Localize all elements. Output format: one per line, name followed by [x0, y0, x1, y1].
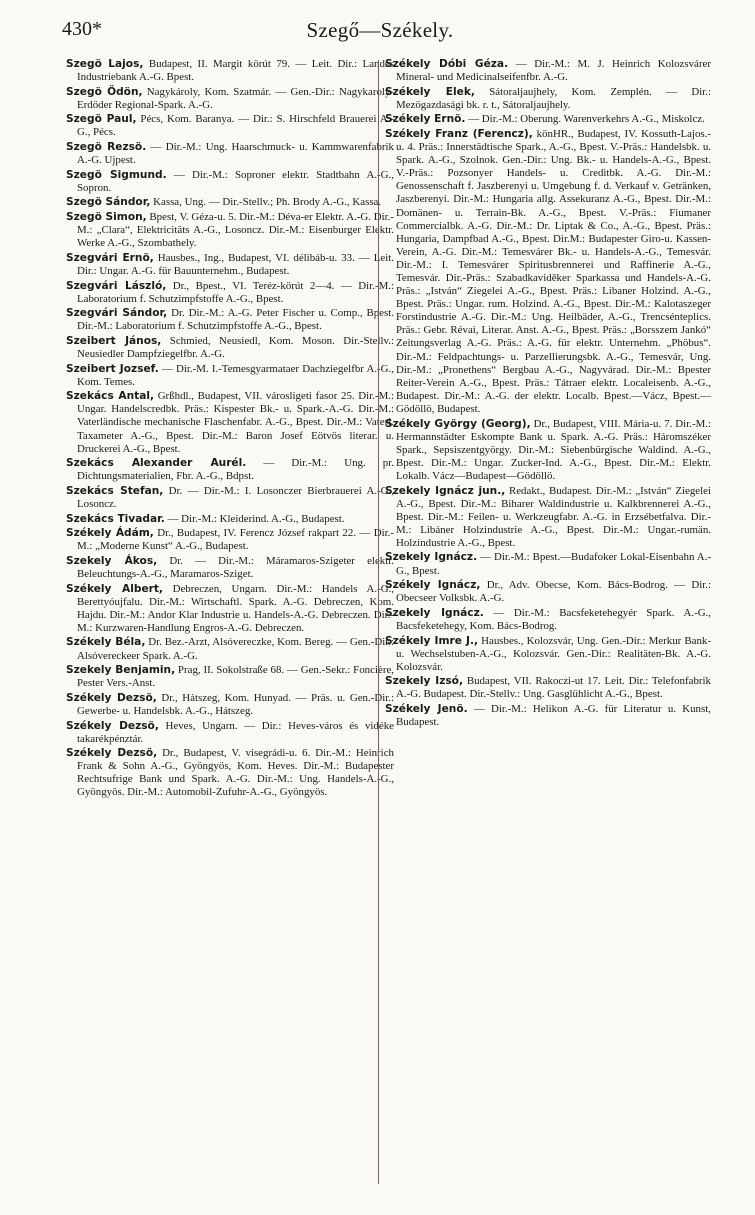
- directory-entry: [385, 86, 711, 112]
- entry-text: Dr., Adv. Obecse, Kom. Bács-Bodrog. — Dir.: Obecseer Volksbk. A.-G.: [396, 579, 711, 605]
- directory-entry: [66, 335, 394, 361]
- directory-entry: [385, 551, 711, 577]
- entry-name: Székely Franz (Ferencz),: [385, 127, 533, 140]
- entry-text: Dr., Budapest, IV. Ferencz József rakpart 22. — Dir.-M.: „Moderne Kunst“ A.-G., Budapest.: [77, 527, 394, 553]
- directory-entry: [385, 58, 711, 84]
- directory-entry: [385, 635, 711, 674]
- directory-entry: [66, 513, 394, 526]
- directory-entry: [66, 58, 394, 84]
- directory-entry: [66, 485, 394, 511]
- directory-entry: [66, 664, 394, 690]
- directory-entry: [385, 485, 711, 550]
- entry-text: Hausbes., Ing., Budapest, VI. délibáb-u. 33. — Leit. Dir.: Ungar. A.-G. für Bauunternehm., Budapest.: [77, 251, 395, 277]
- entry-text: Redakt., Budapest. Dir.-M.: „István“ Ziegelei A.-G., Bpest. Dir.-M.: Biharer Waldindustrie u. Kalkbrennerei A.-G., Bpest. Dir.-M.: Feilen- u. Werkzeugfabr. A.-G. in Erzsébetfalva. Dir.-M.: Libáner Holzindustrie A.-G., Bpest. Dir.-M.: Ungar.-rumän. Holzindustrie A.-G., Bpest.: [396, 484, 711, 549]
- entry-text: Dr., Budapest, V. visegrádi-u. 6. Dir.-M.: Heinrich Frank & Sohn A.-G., Gyöngyös, Kom. Heves. Dir.-M.: Budapester Rechtsufrige Bank und Spark. A.-G. Dir.-M.: Ung. Handels-A.-G., Gyöngyös. Dir.-M.: Automobil-Zufuhr-A.-G., Gyöngyös.: [77, 747, 394, 799]
- directory-entry: [66, 113, 394, 139]
- entry-name: Székely Dezsö,: [66, 719, 159, 732]
- entry-name: Szegö Sándor,: [66, 196, 151, 209]
- entry-text: könHR., Budapest, IV. Kossuth-Lajos.-u. 4. Präs.: Innerstädtische Spark., A.-G., Bpest. V.-Präs.: Handelsbk. u. Spark. A.-G., Szolnok. Gen.-Dir.: Ung. Bk.- u. Handels-A.-G., Bpest. V.-Präs.: Pozsonyer Handels- u. Creditbk. A.-G. Dir.-M.: Genossenschaft f. Jaszberenyi u. Umgebung f. d. Verkauf v. Getränken, Jaszberenyi. Dir.-M.: Hungaria allg. Assekuranz A.-G., Bpest. Dir.-M.: Domänen- u. Terrain-Bk. A.-G., Bpest. V.-Präs.: Fiumaner Commercialbk. A.-G. Dir.-M.: Dr. Liptak & Co., A.-G., Bpest. Präs.: Hungaria, Dampfbad A.-G., Bpest. Dir.M.: Budapester Giro-u. Kassen-Verein, A.-G. Dir.-M.: Temesvárer Bk.- u. Handels-A.-G., Temesvár. Dir.-M.: I. Temesvárer Spiritusbrennerei und Raffinerie A.-G., Temesvár. Dir.-Präs.: Szabadkaviděker Sparkassa und Handels-A.-G. Präs.: „István“ Ziegelei A.-G., Bpest. Präs.: Libaner Holzind. A.-G., Bpest. Präs.: Ungar. rum. Holzind. A.-G., Bpest. Dir.-M.: Kalotaszeger Forstindustrie A.-G. Dir.-M.: Ung. Heilbäder, A.-G., Trencsénteplics. Präs.: Gebr. Révai, Literar. Anst. A.-G., Bpest. Präs.: „Borsszem Jankó“ Zeitungsverlag A.-G. Präs.: A.-G. für elektr. Unternehm. „Phöbus“. Dir.-M.: Feldpachtungs- u. Parzellierungsbk. A.-G., Temesvár, Ung. Dir.-M.: „Pronethens“ Bergbau A.-G., Nagyvárad. Dir.-M.: Bpester Reiter-Verein A.-G., Bpest. Präs.: Tátraer elektr. Localeisenb. A.-G., Budapest. Dir.-M.: A.-G. der elektr. Localb. Bpest.—Vácz, Bpest.—Gödöllö, Budapest.: [396, 127, 711, 415]
- directory-entry: [66, 252, 394, 278]
- entry-text: — Dir.-M.: M. J. Heinrich Kolozsvárer Mineral- und Medicinalseifenfbr. A.-G.: [396, 58, 711, 84]
- entry-name: Szegö Paul,: [66, 113, 137, 126]
- directory-entry: [66, 307, 394, 333]
- directory-entry: [66, 692, 394, 718]
- entry-name: Szegö Simon,: [66, 211, 147, 224]
- entry-name: Szegvári Sándor,: [66, 307, 168, 320]
- directory-entry: [66, 211, 394, 250]
- directory-entry: [385, 607, 711, 633]
- entry-text: — Dir.-M.: Soproner elektr. Stadtbahn A.-G., Sopron.: [77, 168, 394, 194]
- entry-name: Székely Jenö.: [385, 703, 468, 715]
- entry-text: — Dir.-M.: Oberung. Warenverkehrs A.-G., Miskolcz.: [465, 113, 705, 126]
- entry-name: Székely Ignácz,: [385, 579, 481, 592]
- directory-entry: [66, 555, 394, 581]
- entry-name: Szeibert Jozsef.: [66, 362, 159, 375]
- entry-name: Szegö Ödön,: [66, 85, 143, 98]
- entry-text: Budapest, II. Margit körút 79. — Leit. Dir.: Landes Industriebank A.-G. Bpest.: [77, 58, 395, 84]
- entry-name: Székely Elek,: [385, 85, 475, 98]
- directory-entry: [66, 169, 394, 195]
- entry-text: — Dir.-M.: Ung. Haarschmuck- u. Kammwarenfabrik A.-G. Ujpest.: [77, 141, 394, 167]
- entry-name: Székely Ernö.: [385, 113, 466, 126]
- directory-entry: [66, 363, 394, 389]
- directory-entry: [66, 280, 394, 306]
- entry-name: Székely Béla,: [66, 636, 146, 649]
- entry-text: Dr. Dir.-M.: A.-G. Peter Fischer u. Comp., Bpest. Dir.-M.: Laboratorium f. Schutzimpfstoffe A.-G., Bpest.: [77, 307, 394, 333]
- entry-name: Szeibert János,: [66, 334, 162, 347]
- entry-name: Szekely Ignácz jun.,: [385, 484, 506, 497]
- entry-text: Budapest, VII. Rakoczi-ut 17. Leit. Dir.: Telefonfabrik A.-G. Budapest. Dir.-Stellv.: Ung. Gasglühlicht A.-G., Bpest.: [396, 675, 711, 701]
- directory-entry: [66, 747, 394, 799]
- entry-text: Dr. — Dir.-M.: Máramaros-Szigeter elektr. Beleuchtungs-A.-G., Maramaros-Sziget.: [77, 554, 394, 580]
- entry-name: Szekely Ákos,: [66, 554, 158, 567]
- entry-name: Székely Ádám,: [66, 527, 154, 540]
- directory-entry: [66, 196, 394, 209]
- left-column: [66, 58, 394, 801]
- directory-entry: [66, 141, 394, 167]
- entry-text: Nagykároly, Kom. Szatmár. — Gen.-Dir.: Nagykaroly-Erdöder Regional-Spark. A.-G.: [77, 85, 395, 111]
- directory-entry: [66, 583, 394, 635]
- directory-entry: [385, 418, 711, 483]
- directory-entry: [66, 457, 394, 483]
- entry-name: Szegö Rezsö.: [66, 141, 147, 154]
- page-title: Szegő—Székely.: [306, 18, 454, 42]
- entry-name: Székely Albert,: [66, 582, 163, 595]
- entry-name: Szekács Alexander Aurél.: [66, 457, 247, 470]
- entry-text: Prag, II. Sokolstraße 68. — Gen.-Sekr.: Foncière, Pester Vers.-Anst.: [77, 664, 395, 690]
- entry-name: Szegvári Ernö,: [66, 251, 154, 264]
- entry-name: Szekács Antal,: [66, 390, 155, 403]
- directory-entry: [385, 703, 711, 729]
- directory-entry: [66, 720, 394, 746]
- entry-text: — Dir.-M. I.-Temesgyarmataer Dachziegelfbr A.-G., Kom. Temes.: [77, 362, 394, 388]
- entry-name: Szekács Tivadar.: [66, 512, 165, 525]
- entry-text: Grßhdl., Budapest, VII. városligeti fasor 25. Dir.-M.: Ungar. Handelscredbk. Präs.: Kispester Bk.- u. Spark.-A.-G. Dir.-M.: Vaterländische mechanische Flaschenfabr. A.-G., Bpest. Dir.-M.: Vaterl. Taxameter A.-G., Bpest. Dir.-M.: Baron Josef Eötvös literar. u. Druckerei A.-G., Bpest.: [77, 390, 394, 455]
- entry-text: Dr., Hátszeg, Kom. Hunyad. — Präs. u. Gen.-Dir.: Gewerbe- u. Handelsbk. A.-G., Hátszeg.: [77, 691, 394, 717]
- entry-name: Szekács Stefan,: [66, 484, 164, 497]
- entry-text: Kassa, Ung. — Dir.-Stellv.; Ph. Brody A.-G., Kassa.: [150, 196, 382, 209]
- entry-name: Szekely Ignácz.: [385, 606, 484, 619]
- directory-entry: [66, 390, 394, 455]
- directory-entry: [66, 527, 394, 553]
- right-column: [385, 58, 711, 731]
- entry-text: — Dir.-M.: Bpest.—Budafoker Lokal-Eisenbahn A.-G., Bpest.: [396, 551, 711, 577]
- entry-text: — Dir.-M.: Ung. pr. Dichtungsmaterialien, Fbr. A.-G., Bdpst.: [77, 457, 394, 483]
- entry-text: Dr., Budapest, VIII. Mária-u. 7. Dir.-M.: Hermannstädter Eskompte Bank u. Spark. A.-G. Präs.: Háromszéker Spark., Sepsiszentgyörgy. Dir.-M.: Siebenbürgische Waldind. A.-G., Bpest. Dir.-M.: Ungar. Zucker-Ind. A.-G., Bpest. Dir.-M.: Elektr. Lokalb. Vácz—Budapest—Gödöllö.: [396, 417, 712, 482]
- entry-text: — Dir.-M.: Kleiderind. A.-G., Budapest.: [164, 512, 345, 525]
- entry-text: Dr., Bpest., VI. Teréz-körút 2—4. — Dir.-M.: Laboratorium f. Schutzimpfstoffe A.-G., Bpest.: [77, 279, 394, 305]
- entry-name: Szekely Ignácz.: [385, 551, 478, 564]
- entry-text: Schmied, Neusiedl, Kom. Moson. Dir.-Stellv.: Neusiedler Dampfziegelfbr. A.-G.: [77, 334, 394, 360]
- directory-entry: [385, 128, 711, 416]
- entry-text: Bpest, V. Géza-u. 5. Dir.-M.: Déva-er Elektr. A.-G. Dir.-M.: „Clara“, Elektricitäts A.-G., Losoncz. Dir.-M.: Eisenburger Elektr. Werke A.-G., Szombathely.: [77, 211, 394, 250]
- entry-text: Heves, Ungarn. — Dir.: Heves-város és vidéke takarékpénztár.: [77, 719, 394, 745]
- entry-text: — Dir.-M.: Helikon A.-G. für Literatur u. Kunst, Budapest.: [396, 703, 711, 729]
- entry-text: Dr. Bez.-Arzt, Alsóvereczke, Kom. Bereg. — Gen.-Dir.: Alsóvereckeer Spark. A.-G.: [77, 636, 395, 662]
- directory-entry: [66, 86, 394, 112]
- entry-name: Szekely Benjamin,: [66, 664, 176, 677]
- entry-name: Székely Dezsö,: [66, 691, 157, 704]
- entry-text: Sátoraljaujhely, Kom. Zemplén. — Dir.: Mezögazdasági bk. r. t., Sátoraljaujhely.: [396, 85, 711, 111]
- directory-entry: [385, 675, 711, 701]
- directory-entry: [385, 579, 711, 605]
- directory-entry: [66, 636, 394, 662]
- entry-text: Pécs, Kom. Baranya. — Dir.: S. Hirschfeld Brauerei A.-G., Pécs.: [77, 113, 394, 139]
- page-number: 430*: [62, 18, 102, 40]
- entry-name: Szegö Sigmund.: [66, 168, 167, 181]
- entry-text: Dr. — Dir.-M.: I. Losonczer Bierbrauerei A.-G., Losoncz.: [77, 484, 394, 510]
- entry-name: Székely Dezsö,: [66, 747, 158, 760]
- entry-name: Szegö Lajos,: [66, 58, 144, 70]
- entry-text: Debreczen, Ungarn. Dir.-M.: Handels A.-G., Berettyóujfalu. Dir.-M.: Wirtschaftl. Spark. A.-G. Debreczen, Kom. Hajdu. Dir.-M.: Andor Klar Industrie u. Handels-A.-G. Debreczen. Dir.-M.: Kurzwaren-Handlung Engros-A.-G. Debreczen.: [77, 582, 395, 634]
- entry-text: Hausbes., Kolozsvár, Ung. Gen.-Dir.: Merkur Bank- u. Wechselstuben-A.-G., Kolozsvár. Gen.-Dir.: Realitäten-Bk. A.-G. Kolozsvár.: [396, 634, 711, 673]
- entry-name: Székely Imre J.,: [385, 634, 479, 647]
- entry-name: Székely Dóbi Géza.: [385, 58, 509, 70]
- entry-name: Székely György (Georg),: [385, 417, 531, 430]
- directory-entry: [385, 113, 711, 126]
- column-divider: [378, 60, 379, 1184]
- entry-text: — Dir.-M.: Bacsfeketehegyér Spark. A.-G., Bacsfeketehegy, Kom. Bács-Bodrog.: [396, 606, 712, 632]
- entry-name: Szegvári László,: [66, 279, 167, 292]
- entry-name: Szekely Izsó,: [385, 675, 463, 688]
